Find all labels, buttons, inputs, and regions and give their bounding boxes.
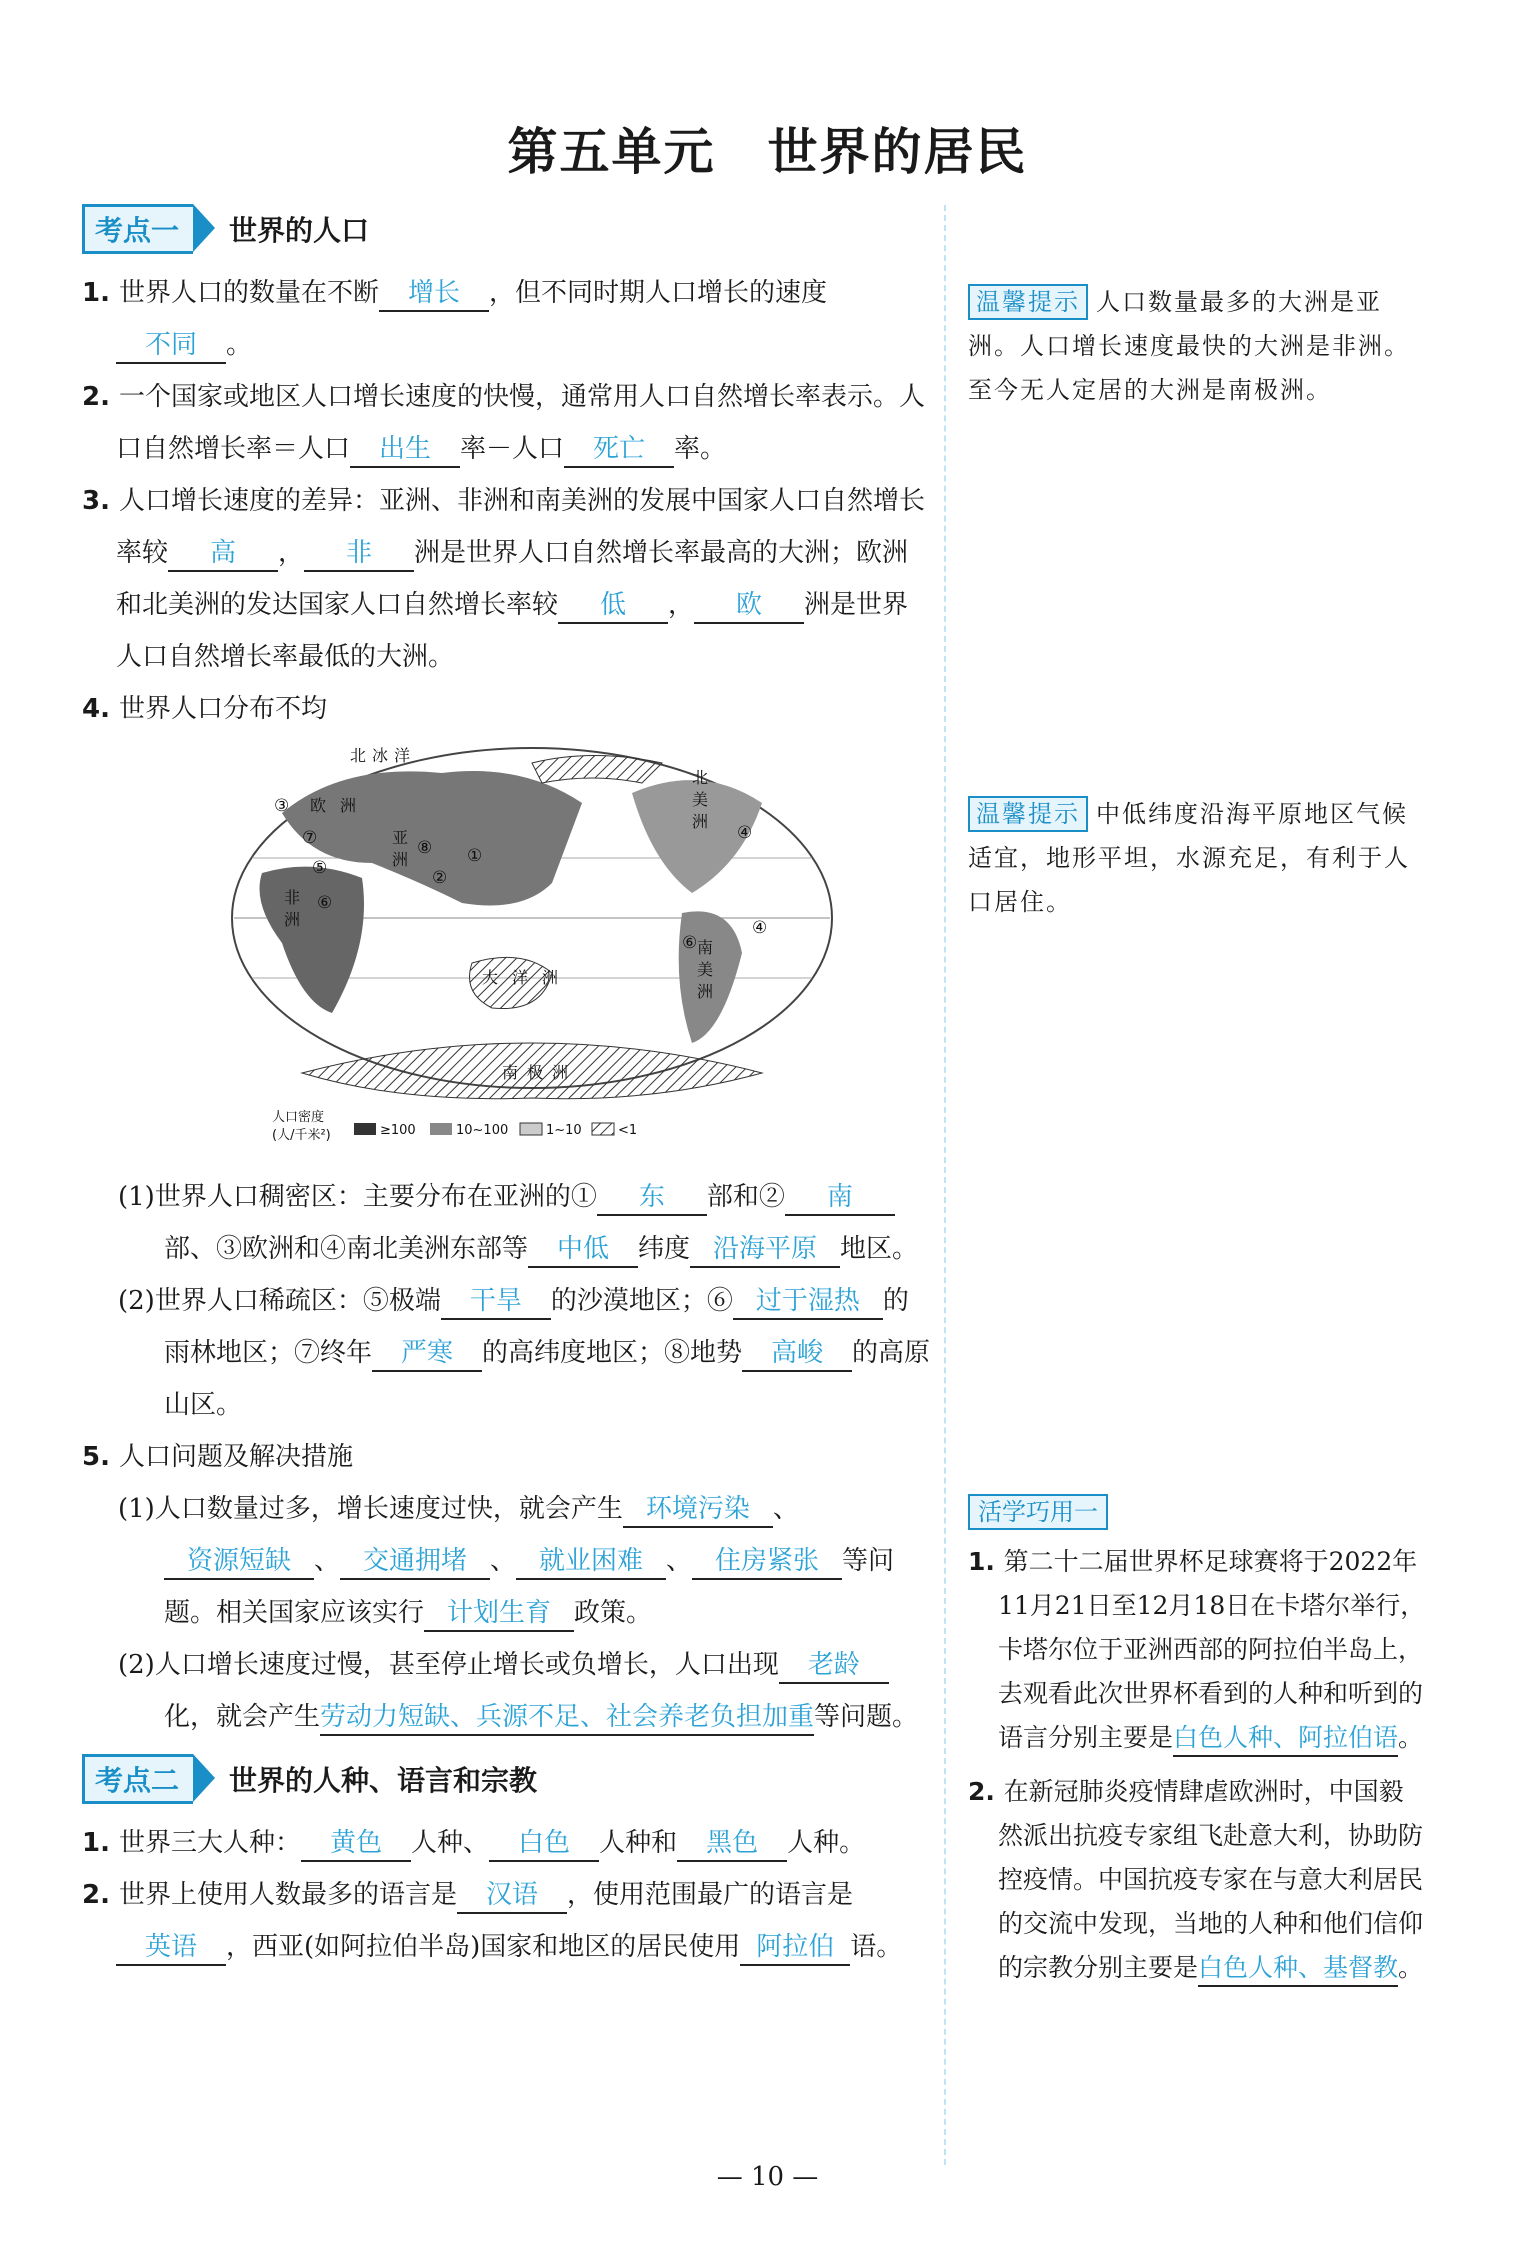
practice-block xyxy=(968,1494,1428,1990)
map-label: 南 xyxy=(502,1063,519,1082)
answer-blank: 白色人种、基督教 xyxy=(1198,1951,1398,1987)
question-5-1: (1)人口数量过多，增长速度过快，就会产生 环境污染 、资源短缺 、 交通拥堵 、 就业困难 、 住房紧张 等问题。相关国家应该实行 计划生育 政策。 xyxy=(82,1483,932,1639)
section-badge: 考点一 xyxy=(82,204,193,254)
question-3: 3. 人口增长速度的差异：亚洲、非洲和南美洲的发展中国家人口自然增长率较 高 ， 非 洲是世界人口自然增长率最高的大洲；欧洲和北美洲的发达国家人口自然增长率较 低 ， 欧 洲是世界人口自然增长率最低的大洲。 xyxy=(82,486,926,672)
map-label: 洋 xyxy=(512,968,529,987)
map-label: 非 xyxy=(284,888,301,907)
question-2: 2. 一个国家或地区人口增长速度的快慢，通常用人口自然增长率表示。人口自然增长率＝人口 出生 率－人口 死亡 率。 xyxy=(82,371,932,475)
tip-box xyxy=(968,280,1428,412)
map-marker: ③ xyxy=(274,796,290,816)
legend-unit: (人/千米²) xyxy=(272,1128,331,1143)
question-2-1: 1. 世界三大人种： 黄色 人种、 白色 人种和 黑色 人种。 xyxy=(82,1817,932,1869)
answer-blank: 中低 xyxy=(528,1232,638,1268)
question-4-1: (1)世界人口稠密区：主要分布在亚洲的① 东 部和② 南部、③欧洲和④南北美洲东部等 中低 纬度 沿海平原 地区。 xyxy=(82,1171,932,1275)
map-marker: ⑥ xyxy=(682,933,698,953)
page-title: 第五单元 世界的居民 xyxy=(507,123,1028,181)
answer-blank: 东 xyxy=(597,1180,707,1216)
practice-question-1: 1. 第二十二届世界杯足球赛将于2022年11月21日至12月18日在卡塔尔举行，卡塔尔位于亚洲西部的阿拉伯半岛上，去观看此次世界杯看到的人种和听到的语言分别主要是白色人种、阿拉伯语。 xyxy=(968,1540,1428,1760)
answer-blank: 高 xyxy=(168,536,278,572)
answer-blank: 严寒 xyxy=(372,1336,482,1372)
map-label: 美 xyxy=(692,790,709,809)
map-label: 南 xyxy=(697,938,714,957)
answer-blank: 劳动力短缺、兵源不足、社会养老负担加重 xyxy=(320,1700,814,1736)
section-badge: 考点二 xyxy=(82,1754,193,1804)
answer-blank: 就业困难 xyxy=(516,1544,666,1580)
tip-text: 人口数量最多的大洲是亚洲。人口增长速度最快的大洲是非洲。至今无人定居的大洲是南极洲。 xyxy=(968,288,1410,404)
answer-blank: 非 xyxy=(304,536,414,572)
answer-blank: 增长 xyxy=(379,276,489,312)
section-header xyxy=(82,1755,932,1803)
answer-blank: 资源短缺 xyxy=(164,1544,314,1580)
map-label: 洲 xyxy=(340,796,357,815)
question-5-2: (2)人口增长速度过慢，甚至停止增长或负增长，人口出现 老龄化，就会产生劳动力短缺、兵源不足、社会养老负担加重等问题。 xyxy=(82,1639,932,1743)
answer-blank: 黄色 xyxy=(301,1826,411,1862)
answer-blank: 住房紧张 xyxy=(692,1544,842,1580)
legend-item: ≥100 xyxy=(380,1123,416,1138)
map-label: 亚 xyxy=(392,828,409,847)
answer-blank: 不同 xyxy=(116,328,226,364)
answer-blank: 出生 xyxy=(350,432,460,468)
answer-blank: 欧 xyxy=(694,588,804,624)
map-label: 洋 xyxy=(394,746,411,765)
answer-blank: 干旱 xyxy=(441,1284,551,1320)
side-column xyxy=(968,280,1428,1990)
section-title: 世界的人种、语言和宗教 xyxy=(229,1764,538,1797)
map-marker: ⑤ xyxy=(312,858,328,878)
answer-blank: 黑色 xyxy=(677,1826,787,1862)
map-label: 大 xyxy=(482,968,499,987)
map-marker: ⑥ xyxy=(317,893,333,913)
map-marker: ② xyxy=(432,868,448,888)
map-label: 美 xyxy=(697,960,714,979)
answer-blank: 沿海平原 xyxy=(690,1232,840,1268)
answer-blank: 英语 xyxy=(116,1930,226,1966)
map-marker: ⑦ xyxy=(302,828,318,848)
map-label: 洲 xyxy=(284,910,301,929)
answer-blank: 过于湿热 xyxy=(733,1284,883,1320)
world-population-map xyxy=(222,743,842,1163)
legend-item: 1~10 xyxy=(546,1123,582,1138)
practice-tag: 活学巧用一 xyxy=(968,1494,1108,1530)
answer-blank: 白色人种、阿拉伯语 xyxy=(1173,1721,1398,1757)
map-legend xyxy=(272,1109,637,1143)
tip-box xyxy=(968,792,1428,924)
section-header xyxy=(82,205,932,253)
answer-blank: 白色 xyxy=(489,1826,599,1862)
map-label: 洲 xyxy=(392,850,409,869)
answer-blank: 交通拥堵 xyxy=(340,1544,490,1580)
map-marker: ⑧ xyxy=(417,838,433,858)
tip-tag: 温馨提示 xyxy=(968,796,1088,832)
answer-blank: 环境污染 xyxy=(623,1492,773,1528)
tip-tag: 温馨提示 xyxy=(968,284,1088,320)
map-label: 北 xyxy=(692,768,709,787)
map-label: 极 xyxy=(527,1063,544,1082)
legend-title: 人口密度 xyxy=(272,1110,325,1125)
main-column xyxy=(82,205,932,1973)
answer-blank: 汉语 xyxy=(457,1878,567,1914)
map-label: 北 xyxy=(350,746,367,765)
question-1: 1. 世界人口的数量在不断 增长 ，但不同时期人口增长的速度不同 。 xyxy=(82,267,932,371)
map-label: 冰 xyxy=(372,746,389,765)
question-5: 5. 人口问题及解决措施 xyxy=(82,1442,354,1472)
answer-blank: 老龄 xyxy=(779,1648,889,1684)
map-marker: ① xyxy=(467,846,483,866)
map-label: 欧 xyxy=(310,796,327,815)
answer-blank: 高峻 xyxy=(742,1336,852,1372)
tip-text: 中低纬度沿海平原地区气候适宜，地形平坦，水源充足，有利于人口居住。 xyxy=(968,800,1410,916)
legend-item: 10~100 xyxy=(456,1123,509,1138)
answer-blank: 计划生育 xyxy=(424,1596,574,1632)
answer-blank: 阿拉伯 xyxy=(740,1930,850,1966)
question-4: 4. 世界人口分布不均 xyxy=(82,694,328,724)
answer-blank: 死亡 xyxy=(564,432,674,468)
page-number: — 10 — xyxy=(716,2162,819,2192)
map-label: 洲 xyxy=(692,812,709,831)
practice-question-2: 2. 在新冠肺炎疫情肆虐欧洲时，中国毅然派出抗疫专家组飞赴意大利，协助防控疫情。中国抗疫专家在与意大利居民的交流中发现，当地的人种和他们信仰的宗教分别主要是白色人种、基督教。 xyxy=(968,1770,1428,1990)
answer-blank: 南 xyxy=(785,1180,895,1216)
map-label: 洲 xyxy=(542,968,559,987)
legend-item: <1 xyxy=(618,1123,638,1138)
map-marker: ④ xyxy=(737,823,753,843)
question-2-2: 2. 世界上使用人数最多的语言是 汉语 ，使用范围最广的语言是英语 ，西亚(如阿拉伯半岛)国家和地区的居民使用 阿拉伯 语。 xyxy=(82,1869,932,1973)
map-marker: ④ xyxy=(752,918,768,938)
section-title: 世界的人口 xyxy=(229,214,370,247)
column-divider xyxy=(944,205,946,2165)
question-4-2: (2)世界人口稀疏区：⑤极端 干旱 的沙漠地区；⑥ 过于湿热 的雨林地区；⑦终年 严寒 的高纬度地区；⑧地势 高峻 的高原山区。 xyxy=(118,1286,931,1420)
map-label: 洲 xyxy=(552,1063,569,1082)
map-label: 洲 xyxy=(697,982,714,1001)
answer-blank: 低 xyxy=(558,588,668,624)
